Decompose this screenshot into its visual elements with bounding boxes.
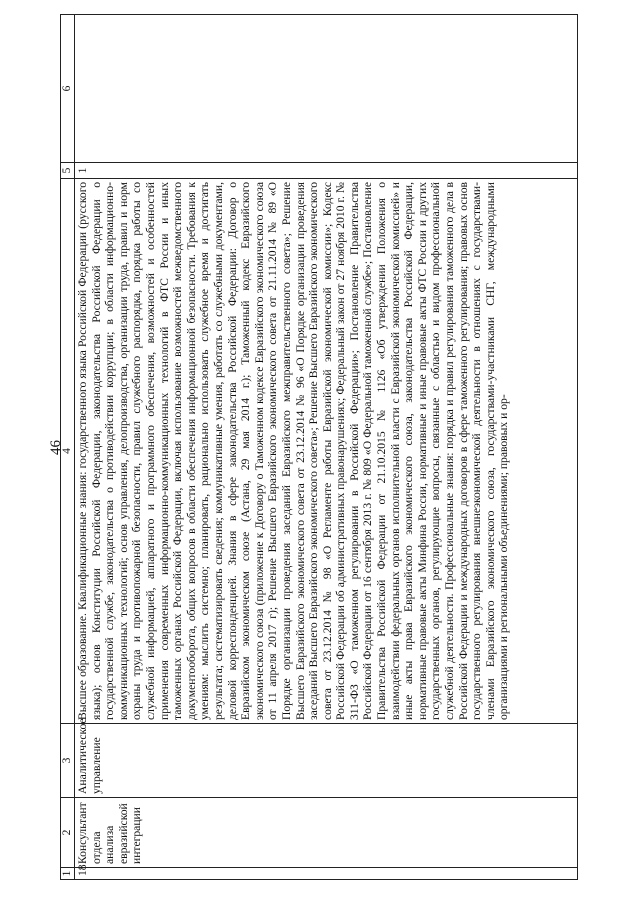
header-col-4: 4 [61,179,75,724]
header-col-2: 2 [61,798,75,868]
row-number: 18 [75,868,578,880]
page-number: 46 [48,440,64,455]
col5-value: 1 [75,163,578,179]
header-col-3: 3 [61,724,75,798]
requirements-text: Высшее образование. Квалификационные знания: государственного языка Российской Федерации (русского языка); основ Конституции Российской Федерации, законодательства Российской Федерации о государственной службе, законодательства о противодействии коррупции; в области информационно-коммуникационных технологий; основ управления, делопроизводства, организации труда, правил и норм охраны труда и противопожарной безопасности, правил служебного распорядка, порядка работы со служебной информацией, аппаратного и программного обеспечения, возможностей и особенностей применения современных информационно-коммуникационных технологий в ФТС России и иных таможенных органах Российской Федерации, включая использование возможностей межведомственного документооборота, общих вопросов в области обеспечения информационной безопасности. Требования к умениям: мыслить системно; планировать, рационально использовать служебное время и достигать результата; систематизировать сведения; коммуникативные умения, работать со служебными документами, деловой корреспонденцией. Знания в сфере законодательства Российской Федерации: Договор о Евразийском экономическом союзе (Астана, 29 мая 2014 г.); Таможенный кодекс Евразийского экономического союза (приложение к Договору о Таможенном кодексе Евразийского экономического союза от 11 апреля 2017 г); Решение Высшего Евразийского экономического совета от 21.11.2014 № 89 «О Порядке организации проведения заседаний Евразийского межправительственного совета»; Решение Высшего Евразийского экономического совета от 23.12.2014 № 96 «О Порядке организации проведения заседаний Высшего Евразийского экономического совета»; Решение Высшего Евразийского экономического совета от 23.12.2014 № 98 «О Регламенте работы Евразийской экономической комиссии»; Кодекс Российской Федерации об административных правонарушениях; Федеральный закон от 27 ноября 2010 г. № 311-ФЗ «О таможенном регулировании в Российской Федерации»; Постановление Правительства Российской Федерации от 16 сентября 2013 г. № 809 «О Федеральной таможенной службе»; Постановление Правительства Российской Федерации от 21.10.2015 № 1126 «Об утверждении Положения о взаимодействии федеральных органов исполнительной власти с Евразийской экономической комиссией» и иные акты права Евразийского экономического союза, законодательства Российской Федерации, нормативные правовые акты Минфина России, нормативные и иные правовые акты ФТС России и других государственных органов, регулирующие вопросы, связанные с областью и видом профессиональной служебной деятельности. Профессиональные знания: порядка и правил регулирования таможенного дела в Российской Федерации и международных договоров в сфере таможенного регулирования; правовых основ государственного регулирования внешнеэкономической деятельности в отношениях с государствами-членами Евразийского экономического союза, государствами-участниками СНГ, международными организациями и региональными объединениями; правовых и ор- [75,179,578,724]
department-name: Аналитическое управление [75,724,578,798]
position-title: Консультант отдела анализа евразийской интеграции [75,798,578,868]
header-col-5: 5 [61,163,75,179]
table-row [75,15,578,880]
requirements-table [60,14,578,880]
header-col-6: 6 [61,15,75,163]
rotated-page [40,15,600,880]
col6-value [75,15,578,163]
header-col-1: 1 [61,868,75,880]
table-header-row [61,15,75,880]
